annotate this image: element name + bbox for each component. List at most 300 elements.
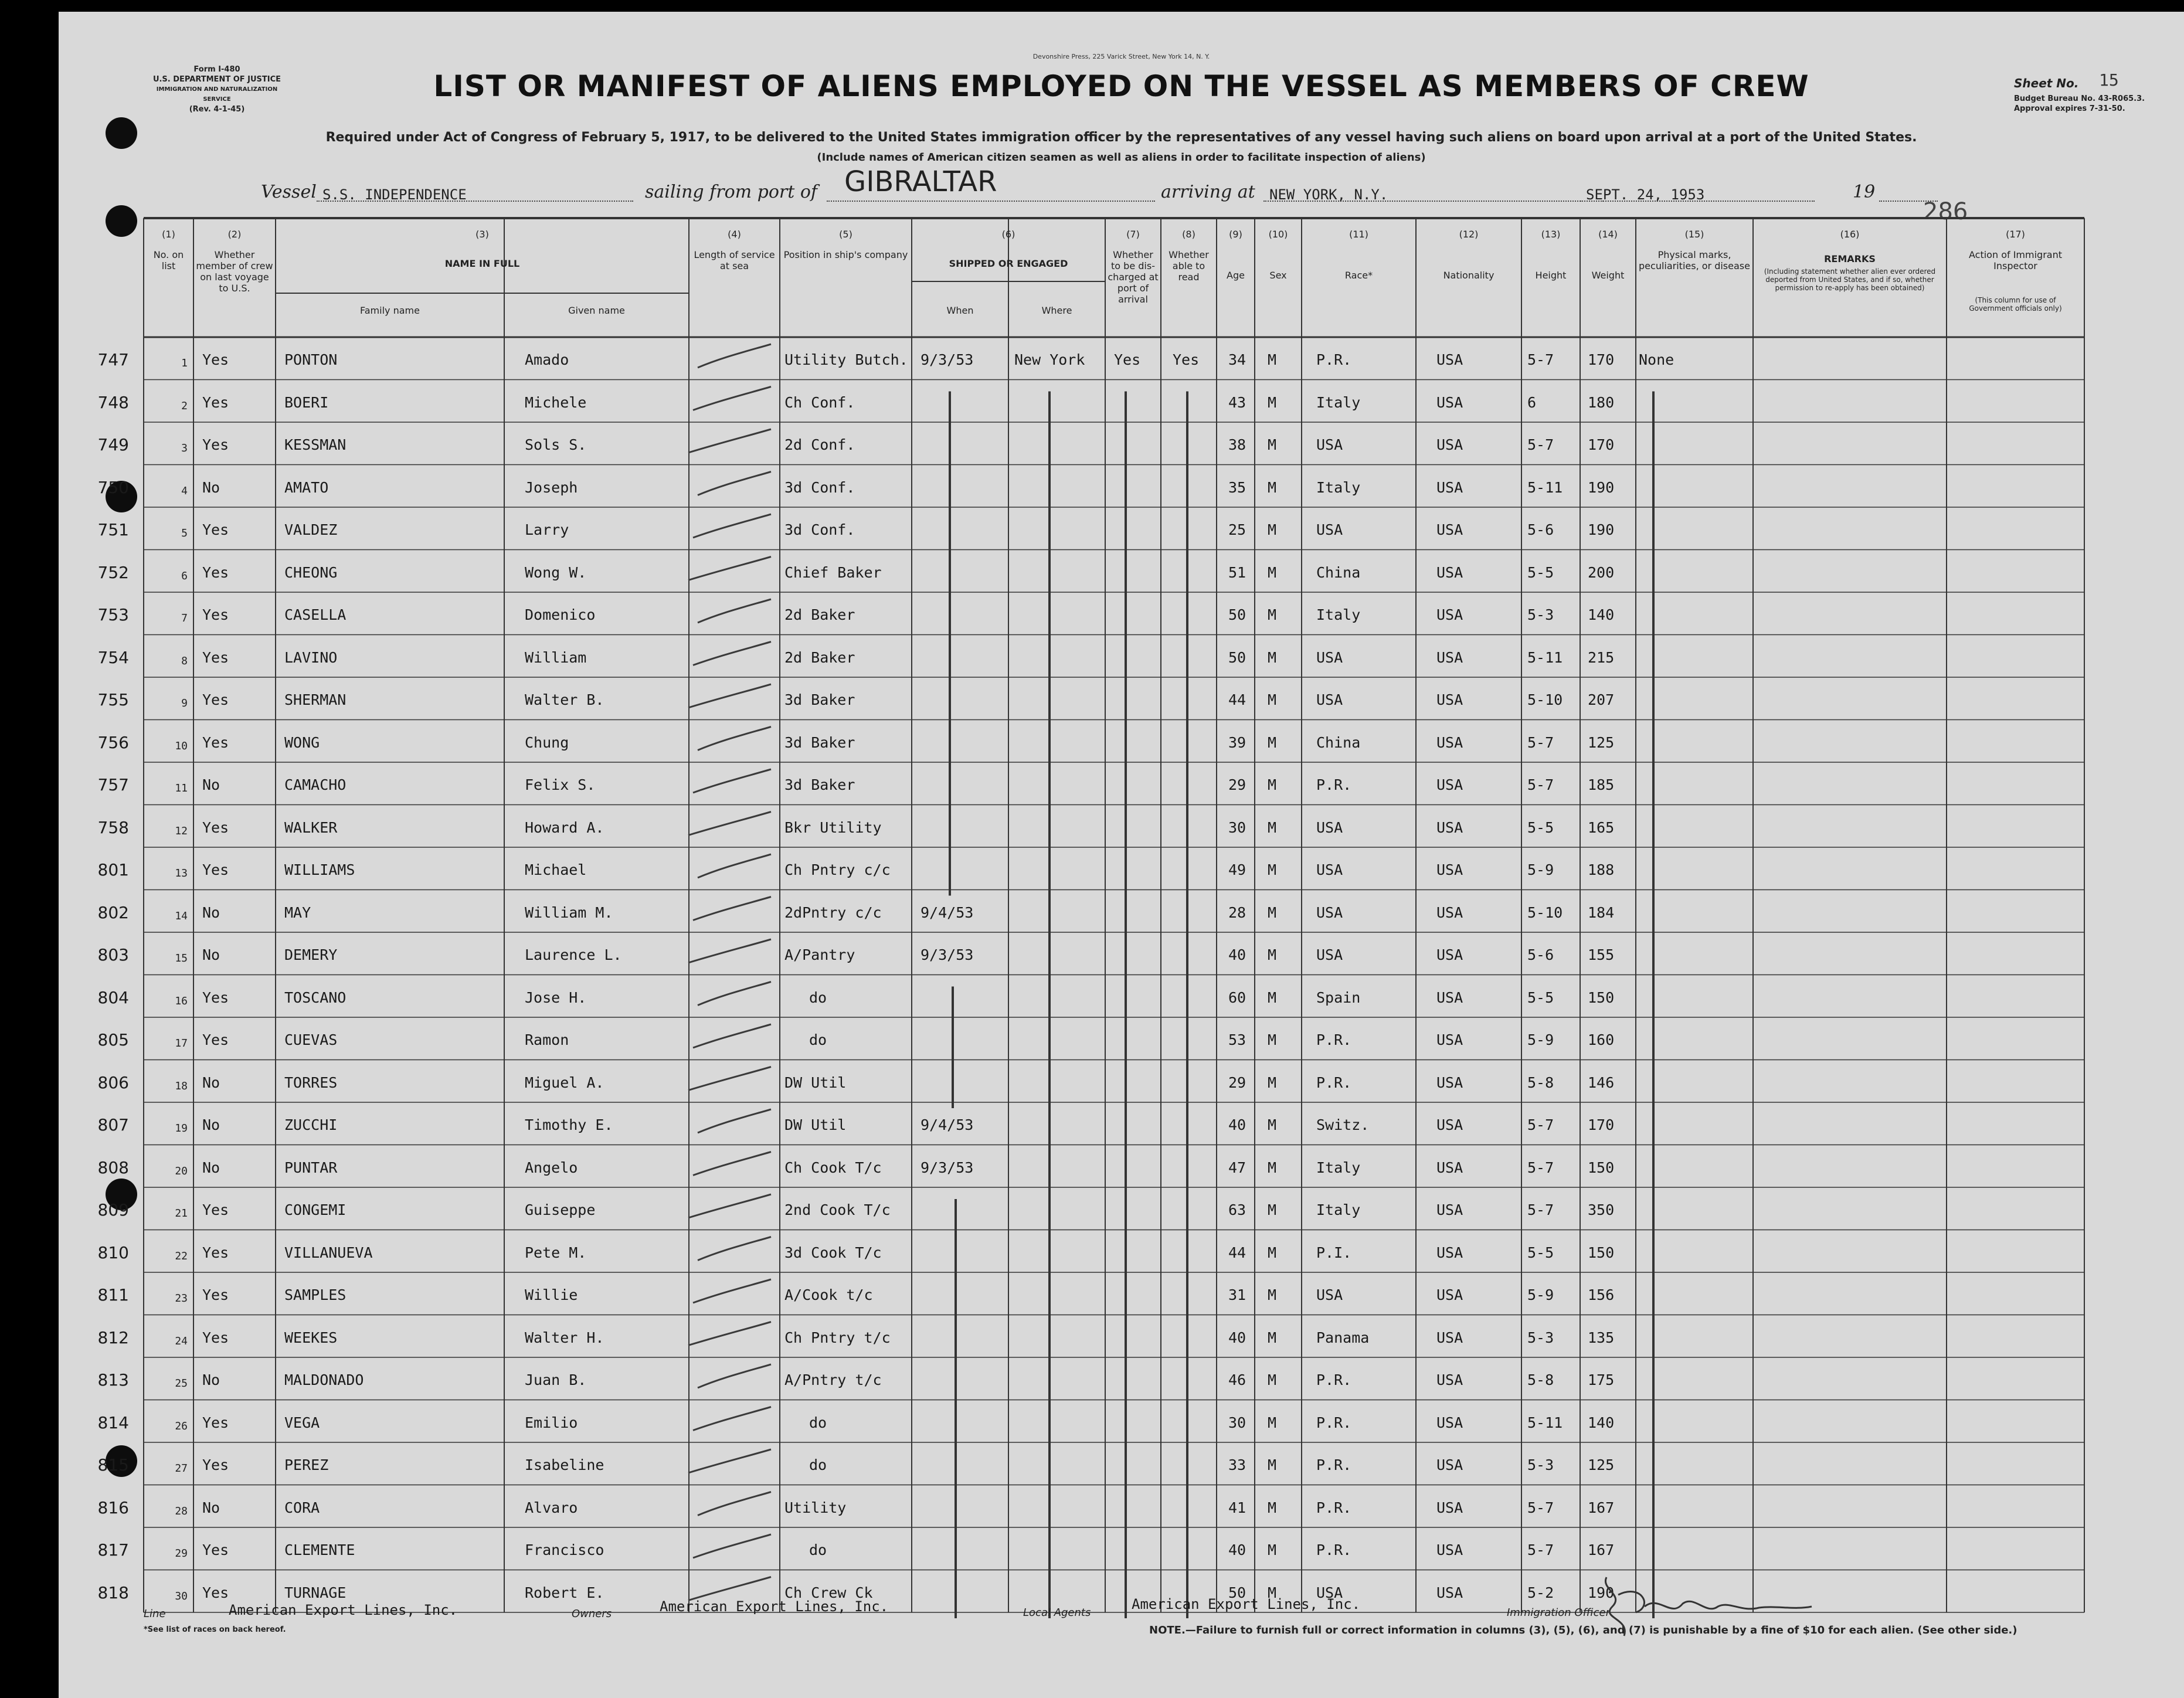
subtitle-note: (Include names of American citizen seamen as well as aliens in order to facilitate inspection of aliens) [817,151,1426,164]
height-cell: 5-9 [1527,1286,1554,1303]
last-voyage-cell: No [202,904,220,921]
shipped-when-cell: 9/4/53 [921,1116,974,1133]
manifest-number: 750 [97,477,129,497]
line-number: 28 [175,1505,188,1517]
service-stroke [698,854,771,878]
race-cell: USA [1316,1584,1343,1601]
service-stroke [693,1279,771,1303]
column-number: (1) [162,229,175,240]
sex-cell: M [1268,648,1277,666]
manifest-number: 803 [97,945,129,965]
height-cell: 5-7 [1527,776,1554,793]
nationality-cell: USA [1436,351,1463,368]
position-cell: 3d Baker [784,776,855,793]
age-cell: 43 [1228,393,1246,411]
manifest-number: 755 [97,690,129,709]
service: IMMIGRATION AND NATURALIZATION SERVICE [156,86,278,103]
position-cell: 3d Cook T/c [784,1244,882,1261]
arriving-label: arriving at [1161,182,1255,202]
family-name-cell: WALKER [284,819,338,836]
line-number: 23 [175,1292,188,1305]
service-stroke [693,642,771,665]
last-voyage-cell: Yes [202,648,229,666]
manifest-number: 758 [97,817,129,837]
column-header: Nationality [1443,270,1495,281]
column-number: (17) [2006,229,2025,240]
sex-cell: M [1268,904,1277,921]
nationality-cell: USA [1436,478,1463,496]
age-cell: 40 [1228,1329,1246,1346]
last-voyage-cell: Yes [202,1244,229,1261]
service-stroke [693,1152,771,1176]
column-header: Physical marks, peculiarities, or disease [1639,249,1750,271]
weight-cell: 190 [1588,478,1615,496]
given-name-cell: William M. [525,904,613,921]
service-stroke [688,1067,771,1091]
manifest-number: 753 [97,605,129,624]
family-name-cell: WONG [284,733,320,751]
line-label: Line [144,1608,166,1620]
age-cell: 30 [1228,819,1246,836]
sex-cell: M [1268,1159,1277,1176]
manifest-number: 756 [97,732,129,752]
race-cell: P.R. [1316,1414,1352,1431]
family-name-cell: SHERMAN [284,691,347,708]
position-cell: 2d Baker [784,606,855,623]
position-cell: Bkr Utility [784,819,882,836]
age-cell: 60 [1228,989,1246,1006]
weight-cell: 155 [1588,946,1615,963]
manifest-number: 752 [97,562,129,582]
column-number: (8) [1182,229,1195,240]
race-cell: Italy [1316,393,1361,411]
family-name-cell: VILLANUEVA [284,1244,373,1261]
column-header: Weight [1591,270,1625,281]
family-name-cell: PONTON [284,351,338,368]
sex-cell: M [1268,1074,1277,1091]
nationality-cell: USA [1436,989,1463,1006]
position-cell: Utility Butch. [784,351,908,368]
printer-line: Devonshire Press, 225 Varick Street, New York 14, N. Y. [1032,53,1210,60]
family-name-cell: VEGA [284,1414,320,1431]
manifest-number: 814 [97,1412,129,1432]
column-number: (4) [728,229,741,240]
column-note: (This column for use of Government officials only) [1969,296,2062,313]
height-cell: 5-7 [1527,1499,1554,1516]
race-cell: USA [1316,1286,1343,1303]
last-voyage-cell: Yes [202,1584,229,1601]
shipped-when-cell: 9/3/53 [921,946,974,963]
year-label: 19 [1853,182,1876,202]
last-voyage-cell: Yes [202,351,229,368]
sex-cell: M [1268,1329,1277,1346]
race-cell: Spain [1316,989,1361,1006]
age-cell: 46 [1228,1371,1246,1388]
age-cell: 33 [1228,1456,1246,1473]
sex-cell: M [1268,1201,1277,1218]
age-cell: 31 [1228,1286,1246,1303]
race-cell: USA [1316,819,1343,836]
service-stroke [688,557,771,580]
local-agents-value: American Export Lines, Inc. [1132,1596,1361,1612]
manifest-number: 804 [97,987,129,1007]
service-stroke [688,812,771,836]
weight-cell: 170 [1588,436,1615,453]
height-cell: 5-6 [1527,946,1554,963]
age-cell: 50 [1228,648,1246,666]
shipped-when-cell: 9/3/53 [921,1159,974,1176]
column-number: (13) [1541,229,1561,240]
race-cell: P.R. [1316,1031,1352,1048]
nationality-cell: USA [1436,393,1463,411]
nationality-cell: USA [1436,1371,1463,1388]
height-cell: 5-9 [1527,1031,1554,1048]
sex-cell: M [1268,691,1277,708]
sex-cell: M [1268,861,1277,878]
age-cell: 39 [1228,733,1246,751]
page-title: LIST OR MANIFEST OF ALIENS EMPLOYED ON THE VESSEL AS MEMBERS OF CREW [433,69,1809,103]
manifest-number: 809 [97,1200,129,1220]
line-number: 12 [175,824,188,837]
column-header: Action of Immigrant Inspector [1969,249,2062,271]
last-voyage-cell: Yes [202,1031,229,1048]
height-cell: 5-7 [1527,351,1554,368]
weight-cell: 190 [1588,1584,1615,1601]
service-stroke [698,1237,771,1261]
officer-signature [1589,1571,1835,1642]
position-cell: Ch Conf. [784,393,855,411]
height-cell: 5-7 [1527,1541,1554,1558]
weight-cell: 167 [1588,1541,1615,1558]
sex-cell: M [1268,478,1277,496]
sex-cell: M [1268,1244,1277,1261]
arrival-date: SEPT. 24, 1953 [1586,186,1705,203]
race-cell: Italy [1316,478,1361,496]
weight-cell: 207 [1588,691,1615,708]
given-name-cell: Domenico [525,606,596,623]
age-cell: 29 [1228,776,1246,793]
column-header: Age [1227,270,1245,281]
line-number: 25 [175,1377,188,1390]
nationality-cell: USA [1436,1074,1463,1091]
service-stroke [698,1109,771,1133]
family-name-cell: CASELLA [284,606,347,623]
manifest-number: 816 [97,1497,129,1517]
weight-cell: 146 [1588,1074,1615,1091]
age-cell: 25 [1228,521,1246,538]
service-stroke [688,429,771,453]
weight-cell: 160 [1588,1031,1615,1048]
position-cell: 2nd Cook T/c [784,1201,891,1218]
sex-cell: M [1268,1584,1277,1601]
sex-cell: M [1268,819,1277,836]
last-voyage-cell: No [202,1159,220,1176]
height-cell: 5-6 [1527,521,1554,538]
service-stroke [698,344,771,368]
weight-cell: 156 [1588,1286,1615,1303]
nationality-cell: USA [1436,436,1463,453]
height-cell: 5-10 [1527,904,1563,921]
sex-cell: M [1268,946,1277,963]
weight-cell: 215 [1588,648,1615,666]
age-cell: 40 [1228,1541,1246,1558]
sex-cell: M [1268,351,1277,368]
given-name-cell: Michael [525,861,587,878]
service-stroke [688,1322,771,1346]
line-number: 11 [175,782,188,794]
age-cell: 30 [1228,1414,1246,1431]
family-name-cell: AMATO [284,478,329,496]
given-name-cell: Angelo [525,1159,578,1176]
race-cell: P.R. [1316,351,1352,368]
height-cell: 5-3 [1527,1456,1554,1473]
weight-cell: 190 [1588,521,1615,538]
shipped-where-cell: New York [1014,351,1085,368]
race-cell: USA [1316,648,1343,666]
age-cell: 63 [1228,1201,1246,1218]
manifest-number: 805 [97,1030,129,1050]
local-agents-label: Local Agents [1023,1607,1091,1619]
family-name-cell: SAMPLES [284,1286,347,1303]
service-stroke [698,599,771,623]
manifest-number: 812 [97,1327,129,1347]
column-subheader: Family name [360,305,420,316]
owners-value: American Export Lines, Inc. [660,1598,889,1615]
age-cell: 29 [1228,1074,1246,1091]
family-name-cell: TURNAGE [284,1584,347,1601]
last-voyage-cell: No [202,1116,220,1133]
family-name-cell: DEMERY [284,946,338,963]
family-name-cell: VALDEZ [284,521,338,538]
given-name-cell: Francisco [525,1541,604,1558]
position-cell: do [809,1414,827,1431]
sex-cell: M [1268,733,1277,751]
column-note: (Including statement whether alien ever ordered deported from United States, and if so, whether permission to re-apply has been obtained) [1764,267,1936,292]
line-number: 17 [175,1037,188,1050]
column-subheader: When [946,305,974,316]
nationality-cell: USA [1436,861,1463,878]
weight-cell: 135 [1588,1329,1615,1346]
manifest-number: 810 [97,1242,129,1262]
nationality-cell: USA [1436,1456,1463,1473]
race-cell: P.R. [1316,1074,1352,1091]
weight-cell: 350 [1588,1201,1615,1218]
family-name-cell: TOSCANO [284,989,347,1006]
service-stroke [693,1407,771,1431]
height-cell: 5-7 [1527,1159,1554,1176]
position-cell: DW Util [784,1074,847,1091]
shipped-when-cell: 9/3/53 [921,351,974,368]
weight-cell: 150 [1588,1244,1615,1261]
nationality-cell: USA [1436,1286,1463,1303]
manifest-number: 817 [97,1540,129,1560]
position-cell: do [809,1541,827,1558]
position-cell: do [809,989,827,1006]
race-cell: P.R. [1316,776,1352,793]
nationality-cell: USA [1436,1031,1463,1048]
race-cell: USA [1316,521,1343,538]
race-cell: P.R. [1316,1456,1352,1473]
last-voyage-cell: No [202,1499,220,1516]
race-cell: Panama [1316,1329,1370,1346]
line-number: 20 [175,1164,188,1177]
age-cell: 41 [1228,1499,1246,1516]
last-voyage-cell: No [202,776,220,793]
departure-port: GIBRALTAR [844,165,997,198]
arrival-port: NEW YORK, N.Y. [1269,186,1388,203]
height-cell: 5-2 [1527,1584,1554,1601]
manifest-sheet [59,12,2184,1698]
weight-cell: 125 [1588,733,1615,751]
nationality-cell: USA [1436,648,1463,666]
family-name-cell: MAY [284,904,311,921]
nationality-cell: USA [1436,521,1463,538]
given-name-cell: Wong W. [525,563,587,581]
weight-cell: 125 [1588,1456,1615,1473]
age-cell: 50 [1228,606,1246,623]
given-name-cell: Timothy E. [525,1116,613,1133]
manifest-number: 813 [97,1370,129,1390]
sex-cell: M [1268,989,1277,1006]
race-cell: China [1316,733,1361,751]
last-voyage-cell: No [202,946,220,963]
vessel-label: Vessel [261,182,317,202]
given-name-cell: Guiseppe [525,1201,596,1218]
position-cell: A/Pantry [784,946,855,963]
column-number: (9) [1229,229,1242,240]
height-cell: 5-5 [1527,1244,1554,1261]
nationality-cell: USA [1436,1116,1463,1133]
service-stroke [698,1364,771,1388]
height-cell: 5-7 [1527,733,1554,751]
service-stroke [688,939,771,963]
given-name-cell: William [525,648,587,666]
vessel-name: S.S. INDEPENDENCE [322,186,467,203]
age-cell: 40 [1228,946,1246,963]
nationality-cell: USA [1436,1201,1463,1218]
age-cell: 47 [1228,1159,1246,1176]
position-cell: 3d Baker [784,733,855,751]
column-header: SHIPPED OR ENGAGED [949,258,1068,269]
column-number: (2) [227,229,242,240]
race-cell: P.R. [1316,1541,1352,1558]
line-number: 2 [181,399,188,412]
manifest-number: 811 [97,1285,129,1305]
line-number: 8 [181,654,188,667]
weight-cell: 184 [1588,904,1615,921]
approval-expiry: Approval expires 7-31-50. [2014,104,2125,113]
line-number: 30 [175,1590,188,1602]
manifest-number: 806 [97,1072,129,1092]
manifest-number: 757 [97,775,129,794]
given-name-cell: Joseph [525,478,578,496]
last-voyage-cell: Yes [202,819,229,836]
weight-cell: 150 [1588,1159,1615,1176]
line-number: 7 [181,612,188,624]
family-name-cell: WILLIAMS [284,861,355,878]
family-name-cell: ZUCCHI [284,1116,338,1133]
service-stroke [693,897,771,921]
last-voyage-cell: Yes [202,1286,229,1303]
line-number: 27 [175,1462,188,1475]
height-cell: 5-9 [1527,861,1554,878]
column-header: Length of service at sea [694,249,775,271]
weight-cell: 170 [1588,351,1615,368]
page-number: 286 [1923,198,1968,225]
nationality-cell: USA [1436,691,1463,708]
height-cell: 5-11 [1527,1414,1563,1431]
position-cell: 2dPntry c/c [784,904,882,921]
column-header: No. on list [153,249,184,271]
column-subheader: Given name [568,305,625,316]
sex-cell: M [1268,436,1277,453]
age-cell: 49 [1228,861,1246,878]
height-cell: 5-7 [1527,436,1554,453]
age-cell: 53 [1228,1031,1246,1048]
last-voyage-cell: Yes [202,1201,229,1218]
column-subheader: Where [1041,305,1072,316]
sex-cell: M [1268,1541,1277,1558]
given-name-cell: Laurence L. [525,946,622,963]
given-name-cell: Michele [525,393,587,411]
weight-cell: 185 [1588,776,1615,793]
manifest-number: 808 [97,1157,129,1177]
race-cell: Italy [1316,606,1361,623]
line-number: 4 [181,484,188,497]
service-stroke [688,1449,771,1473]
line-number: 15 [175,952,188,965]
given-name-cell: Alvaro [525,1499,578,1516]
given-name-cell: Emilio [525,1414,578,1431]
able-to-read-cell: Yes [1173,351,1200,368]
height-cell: 5-8 [1527,1371,1554,1388]
weight-cell: 140 [1588,1414,1615,1431]
given-name-cell: Pete M. [525,1244,587,1261]
line-number: 14 [175,909,188,922]
family-name-cell: KESSMAN [284,436,347,453]
height-cell: 5-7 [1527,1116,1554,1133]
given-name-cell: Robert E. [525,1584,604,1601]
position-cell: DW Util [784,1116,847,1133]
sex-cell: M [1268,563,1277,581]
given-name-cell: Miguel A. [525,1074,604,1091]
line-number: 5 [181,527,188,539]
manifest-number: 801 [97,860,129,879]
height-cell: 6 [1527,393,1537,411]
column-header: Sex [1269,270,1287,281]
line-number: 26 [175,1419,188,1432]
weight-cell: 188 [1588,861,1615,878]
last-voyage-cell: No [202,478,220,496]
race-cell: USA [1316,861,1343,878]
position-cell: Chief Baker [784,563,882,581]
column-number: (3) [475,229,489,240]
service-stroke [693,514,771,538]
line-number: 29 [175,1547,188,1560]
position-cell: do [809,1456,827,1473]
physical-marks-cell: None [1639,351,1674,368]
sex-cell: M [1268,1456,1277,1473]
owners-label: Owners [572,1608,612,1620]
last-voyage-cell: Yes [202,436,229,453]
line-number: 19 [175,1122,188,1135]
column-number: (11) [1349,229,1368,240]
position-cell: Ch Cook T/c [784,1159,882,1176]
given-name-cell: Sols S. [525,436,587,453]
age-cell: 51 [1228,563,1246,581]
age-cell: 44 [1228,1244,1246,1261]
last-voyage-cell: Yes [202,733,229,751]
